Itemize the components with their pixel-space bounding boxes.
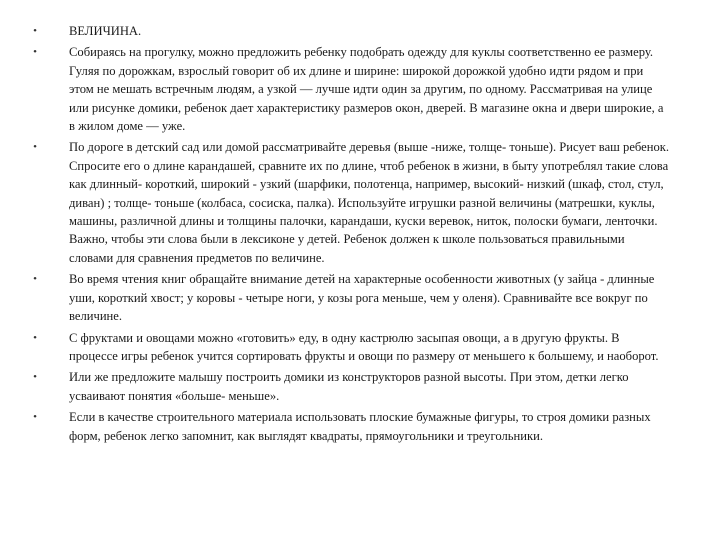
bullet-item-fruits [30, 329, 670, 366]
bullet-item-houses [30, 368, 670, 405]
bullet-text: Или же предложите малышу построить домики из конструкторов разной высоты. При этом, детки легко усваивают понятия «больше- меньше». [69, 370, 629, 403]
bullet-item-shapes [30, 408, 670, 445]
bullet-text: Собираясь на прогулку, можно предложить ребенку подобрать одежду для куклы соответственно ее размеру. Гуляя по дорожкам, взрослый говорит об их длине и ширине: широкой дорожкой удобно идти рядом и при этом не мешать встречным людям, а узкой — лучше идти один за другим, по одному. Рассматривая на улице или рисунке домики, ребенок дает характеристику размеров окон, дверей. В магазине окна и двери широкие, а в жилом доме — уже. [69, 45, 664, 134]
bullet-text: С фруктами и овощами можно «готовить» еду, в одну кастрюлю засыпая овощи, а в другую фрукты. В процессе игры ребенок учится сортировать фрукты и овощи по размеру от меньшего к большему, и наоборот. [69, 330, 659, 363]
bullet-text: По дороге в детский сад или домой рассматривайте деревья (выше -ниже, толще- тоньше). Рисует ваш ребенок. Спросите его о длине карандашей, сравните их по длине, чтоб ребенок в жизни, в быту употреблял такие слова как длинный- короткий, широкий - узкий (шарфики, полотенца, например, высокий- низкий (шкаф, стол, стул, диван) ; толще- тоньше (колбаса, сосиска, палка). Используйте игрушки разной величины (матрешки, куклы, машины, различной длины и толщины палочки, карандаши, куски веревок, ниток, полоски бумаги, ленточки. Важно, чтобы эти слова были в лексиконе у детей. Ребенок должен к школе пользоваться правильными словами для сравнения предметов по величине. [69, 140, 670, 265]
bullet-dot-icon: • [33, 411, 37, 424]
bullet-item-trees [30, 138, 670, 267]
bullet-dot-icon: • [33, 331, 37, 344]
bullet-item-walk [30, 43, 670, 135]
bullet-text: Во время чтения книг обращайте внимание детей на характерные особенности животных (у зайца - длинные уши, короткий хвост; у коровы - четыре ноги, у козы рога меньше, чем у оленя). Сравнивайте все вокруг по величине. [69, 272, 655, 324]
bullet-dot-icon: • [33, 25, 37, 37]
bullet-dot-icon: • [33, 371, 37, 384]
bullet-item-title [30, 22, 670, 40]
bullet-dot-icon: • [33, 141, 37, 154]
bullet-text: ВЕЛИЧИНА. [69, 24, 142, 38]
bullet-item-books [30, 270, 670, 325]
bullet-dot-icon: • [33, 46, 37, 59]
bullet-list [30, 22, 690, 445]
bullet-text: Если в качестве строительного материала использовать плоские бумажные фигуры, то строя домики разных форм, ребенок легко запомнит, как выглядят квадраты, прямоугольники и треугольники. [69, 410, 651, 443]
bullet-dot-icon: • [33, 273, 37, 286]
